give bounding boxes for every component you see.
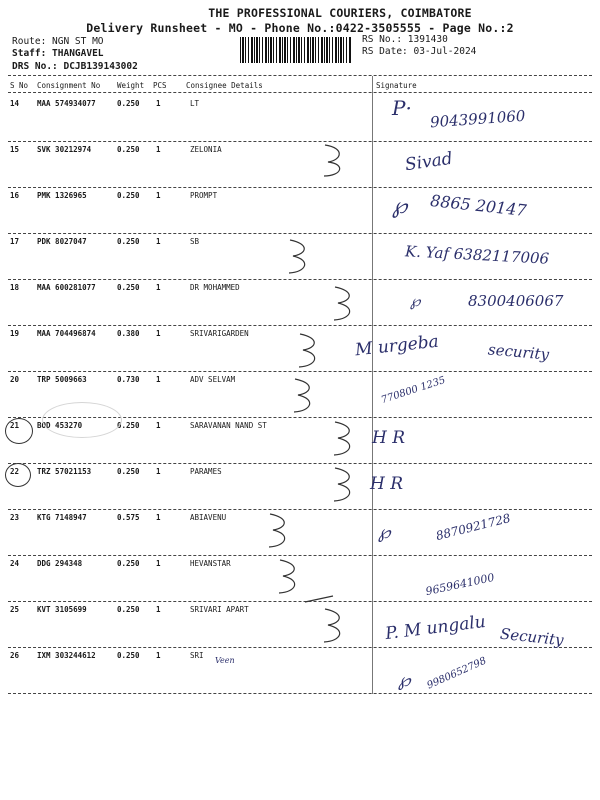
row-serial-number: 22 <box>10 467 20 476</box>
row-pieces: 1 <box>156 283 161 292</box>
col-header-pcs: PCS <box>153 81 167 90</box>
row-weight: 0.250 <box>117 559 140 568</box>
row-consignee: SB <box>190 237 200 246</box>
barcode <box>240 37 352 63</box>
col-header-weight: Weight <box>117 81 145 90</box>
rs-date: RS Date: 03-Jul-2024 <box>362 46 477 57</box>
circled-serial-21 <box>5 418 33 444</box>
route-label: Route: NGN ST MO <box>12 36 104 47</box>
row-consignment-number: DDG 294348 <box>37 559 83 568</box>
row-consignment-number: TRP 5009663 <box>37 375 87 384</box>
smudged-stamp-14 <box>380 130 390 141</box>
row-weight: 0.250 <box>117 99 140 108</box>
row-serial-number: 17 <box>10 237 20 246</box>
row-weight: 0.250 <box>117 467 140 476</box>
row-consignment-number: MAA 704496874 <box>37 329 96 338</box>
handwritten-note-26: Veen <box>215 656 235 665</box>
col-header-signature: Signature <box>376 81 417 90</box>
row-weight: 0.730 <box>117 375 140 384</box>
row-consignee: LT <box>190 99 200 108</box>
handwritten-initials-22: H R <box>370 474 404 494</box>
row-consignment-number: MAA 574934077 <box>37 99 96 108</box>
row-pieces: 1 <box>156 651 161 660</box>
consignee-scribble <box>330 283 360 323</box>
handwritten-signature-19: M urgeba <box>354 331 440 361</box>
row-consignee: SARAVANAN NAND ST <box>190 421 267 430</box>
consignee-scribble <box>320 140 350 180</box>
row-consignment-number: KVT 3105699 <box>37 605 87 614</box>
signature-initials-26: ℘ <box>398 670 411 691</box>
row-consignee: HEVANSTAR <box>190 559 231 568</box>
col-header-consignment: Consignment No <box>37 81 101 90</box>
row-serial-number: 15 <box>10 145 20 154</box>
row-pieces: 1 <box>156 191 161 200</box>
row-separator <box>8 233 592 234</box>
row-weight: 0.575 <box>117 513 140 522</box>
row-serial-number: 21 <box>10 421 20 430</box>
row-consignment-number: TRZ 57021153 <box>37 467 92 476</box>
handwritten-note-19: security <box>487 340 550 364</box>
row-consignee: PARAMES <box>190 467 222 476</box>
row-consignment-number: PDK 8027047 <box>37 237 87 246</box>
row-weight: 0.250 <box>117 421 140 430</box>
consignee-scribble <box>290 375 320 415</box>
table-row <box>0 467 600 513</box>
row-consignee: DR MOHAMMED <box>190 283 240 292</box>
handwritten-phone-24: 9659641000 <box>424 570 496 599</box>
row-pieces: 1 <box>156 375 161 384</box>
row-pieces: 1 <box>156 237 161 246</box>
row-consignment-number: PMK 1326965 <box>37 191 87 200</box>
header-bottom-rule <box>8 92 592 93</box>
row-separator <box>8 279 592 280</box>
row-consignee: SRIVARIGARDEN <box>190 329 249 338</box>
handwritten-note-25: Security <box>499 624 565 650</box>
row-consignment-number: IXM 303244612 <box>37 651 96 660</box>
row-pieces: 1 <box>156 559 161 568</box>
company-title: THE PROFESSIONAL COURIERS, COIMBATORE <box>208 6 472 20</box>
signature-initials-16: ℘ <box>392 194 408 219</box>
row-consignee: SRIVARI APART <box>190 605 249 614</box>
faint-stamp-mark <box>42 402 122 438</box>
row-serial-number: 24 <box>10 559 20 568</box>
row-weight: 0.380 <box>117 329 140 338</box>
consignee-scribble <box>265 510 295 550</box>
row-consignee: SRI <box>190 651 204 660</box>
table-row <box>0 145 600 191</box>
row-serial-number: 14 <box>10 99 20 108</box>
row-weight: 0.250 <box>117 651 140 660</box>
row-weight: 0.250 <box>117 283 140 292</box>
row-serial-number: 20 <box>10 375 20 384</box>
row-serial-number: 16 <box>10 191 20 200</box>
table-bottom-rule <box>8 693 592 694</box>
row-pieces: 1 <box>156 605 161 614</box>
row-weight: 0.250 <box>117 237 140 246</box>
row-separator <box>8 187 592 188</box>
consignee-scribble <box>330 418 360 458</box>
row-pieces: 1 <box>156 145 161 154</box>
col-header-consignee: Consignee Details <box>186 81 263 90</box>
row-pieces: 1 <box>156 329 161 338</box>
row-consignment-number: BOD 453270 <box>37 421 83 430</box>
row-consignment-number: KTG 7148947 <box>37 513 87 522</box>
row-pieces: 1 <box>156 467 161 476</box>
handwritten-phone-26: 9980652798 <box>425 655 489 692</box>
row-weight: 0.250 <box>117 145 140 154</box>
row-separator <box>8 325 592 326</box>
consignee-scribble <box>320 605 350 645</box>
row-separator <box>8 647 592 648</box>
table-top-rule <box>8 75 592 76</box>
handwritten-signature-17: K. Yaf 6382117006 <box>404 242 550 268</box>
handwritten-initials-21: H R <box>372 428 406 448</box>
row-separator <box>8 371 592 372</box>
row-consignment-number: MAA 600281077 <box>37 283 96 292</box>
row-separator <box>8 463 592 464</box>
consignee-scribble <box>285 236 315 276</box>
signature-initials-23: ℘ <box>378 522 391 543</box>
consignee-scribble <box>275 556 335 606</box>
rs-number: RS No.: 1391430 <box>362 34 448 45</box>
row-serial-number: 23 <box>10 513 20 522</box>
handwritten-phone-18: 8300406067 <box>468 292 564 310</box>
handwritten-signature-15: Sivad <box>403 148 454 176</box>
row-weight: 0.250 <box>117 605 140 614</box>
staff-label: Staff: THANGAVEL <box>12 48 104 59</box>
row-consignee: PROMPT <box>190 191 218 200</box>
row-pieces: 1 <box>156 513 161 522</box>
row-consignment-number: SVK 30212974 <box>37 145 92 154</box>
row-consignee: ADV SELVAM <box>190 375 236 384</box>
drs-number: DRS No.: DCJB139143002 <box>12 61 138 72</box>
handwritten-phone-16: 8865 20147 <box>429 190 528 221</box>
row-pieces: 1 <box>156 99 161 108</box>
signature-initials-18: ℘ <box>410 292 421 310</box>
row-consignee: ZELONIA <box>190 145 222 154</box>
row-serial-number: 19 <box>10 329 20 338</box>
consignee-scribble <box>330 464 360 504</box>
row-weight: 0.250 <box>117 191 140 200</box>
row-separator <box>8 141 592 142</box>
handwritten-signature-25: P. M ungalu <box>384 611 487 645</box>
handwritten-note-20: 770800 1235 <box>379 374 447 407</box>
circled-serial-22 <box>5 463 31 487</box>
consignee-scribble <box>295 330 325 370</box>
row-pieces: 1 <box>156 421 161 430</box>
signature-initials-14: P· <box>392 96 412 120</box>
col-header-sno: S No <box>10 81 29 90</box>
table-row <box>0 651 600 697</box>
row-consignee: ABIAVENU <box>190 513 227 522</box>
handwritten-phone-14: 9043991060 <box>429 106 526 132</box>
runsheet-subtitle: Delivery Runsheet - MO - Phone No.:0422-3505555 - Page No.:2 <box>86 21 514 35</box>
handwritten-phone-23: 8870921728 <box>434 510 512 544</box>
row-serial-number: 26 <box>10 651 20 660</box>
row-serial-number: 18 <box>10 283 20 292</box>
row-separator <box>8 509 592 510</box>
row-serial-number: 25 <box>10 605 20 614</box>
